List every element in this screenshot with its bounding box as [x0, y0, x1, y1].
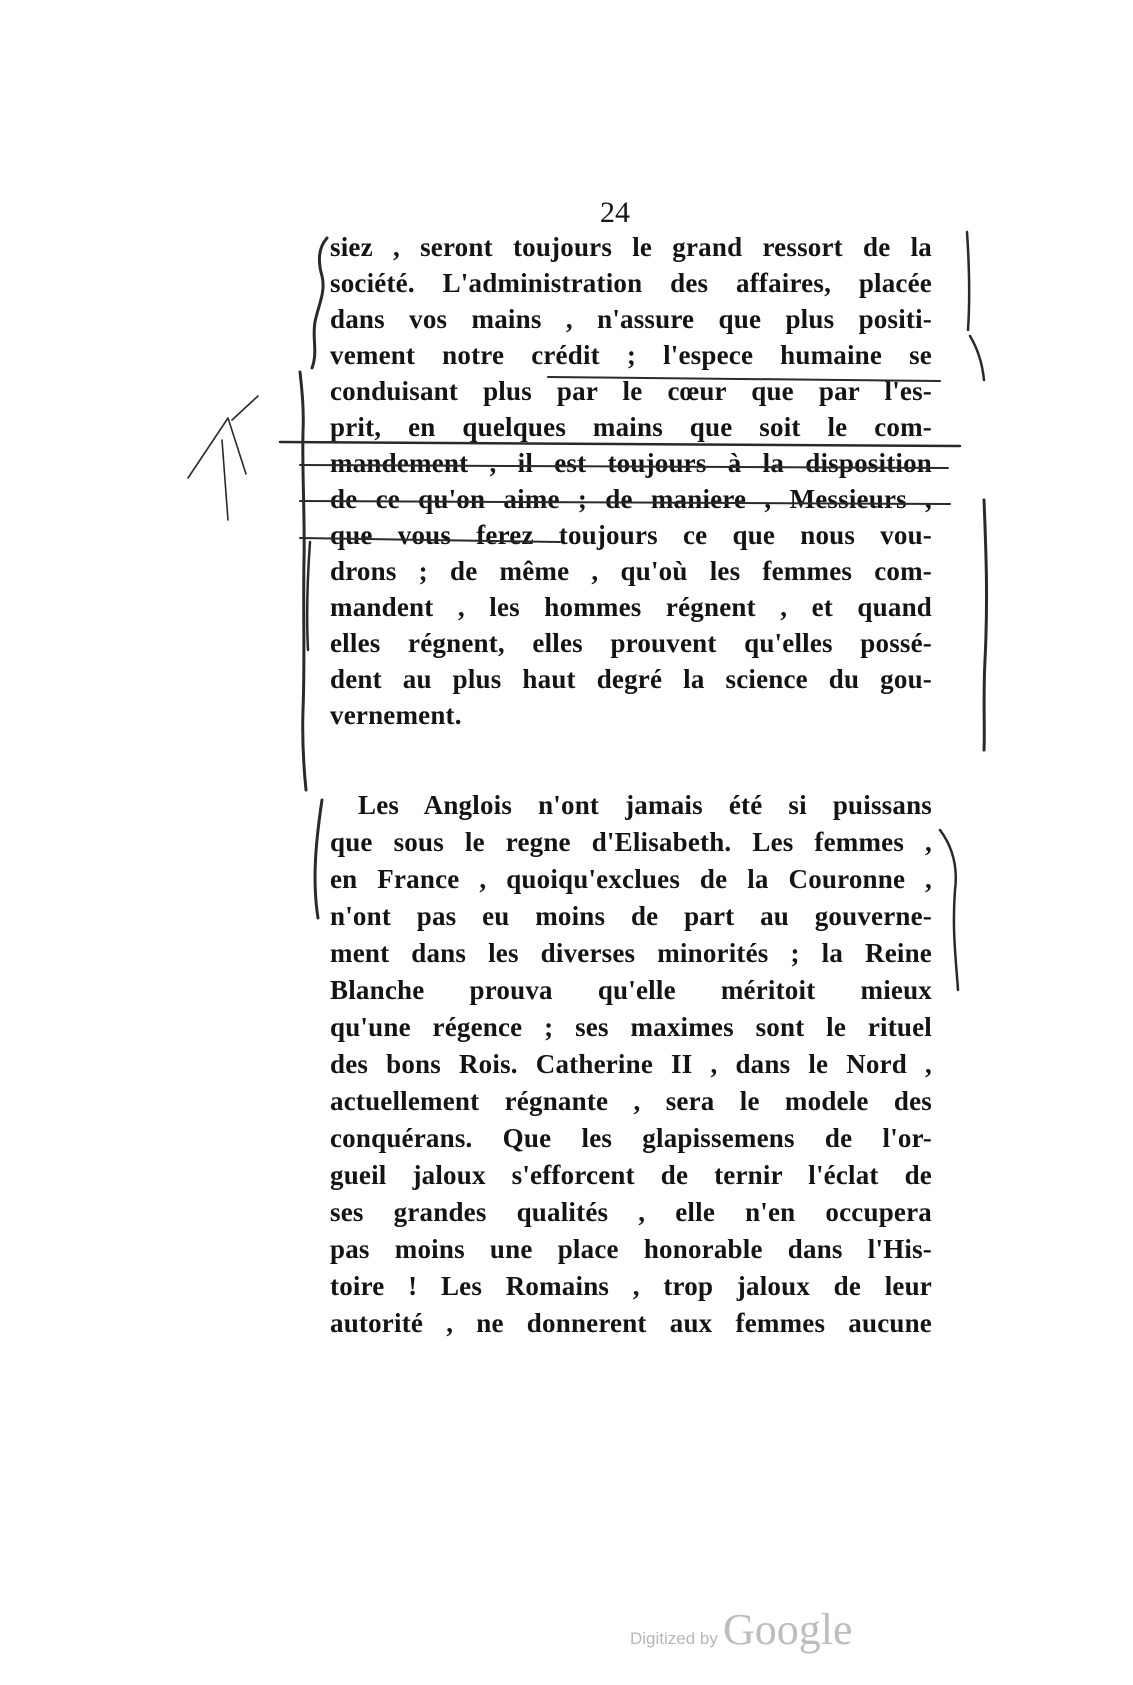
right-bracket-mark [940, 830, 958, 990]
text-line: actuellement régnante , sera le modele des [330, 1086, 932, 1116]
text-line: prit, en quelques mains que soit le com- [330, 412, 932, 442]
underline-mark [548, 377, 940, 381]
text-line: siez , seront toujours le grand ressort de la [330, 232, 932, 262]
digitized-watermark [630, 1604, 853, 1655]
text-line: mandement , il est toujours à la disposition [330, 448, 932, 478]
text-line: dent au plus haut degré la science du gou- [330, 664, 932, 694]
text-line: ment dans les diverses minorités ; la Reine [330, 938, 932, 968]
text-line: conquérans. Que les glapissemens de l'or- [330, 1123, 932, 1153]
text-line: que vous ferez toujours ce que nous vou- [330, 520, 932, 550]
text-line: gueil jaloux s'efforcent de ternir l'éclat de [330, 1160, 932, 1190]
text-line: autorité , ne donnerent aux femmes aucune [330, 1308, 932, 1338]
left-bracket-mark [312, 238, 327, 368]
text-line: toire ! Les Romains , trop jaloux de leur [330, 1271, 932, 1301]
text-line: en France , quoiqu'exclues de la Couronne , [330, 864, 932, 894]
google-logo: Google [722, 1605, 853, 1654]
page-number: 24 [600, 196, 630, 229]
right-bracket-mark [984, 500, 987, 750]
text-line: mandent , les hommes régnent , et quand [330, 592, 932, 622]
watermark-prefix: Digitized by [630, 1629, 718, 1648]
underline-mark [280, 442, 960, 446]
text-line: pas moins une place honorable dans l'His- [330, 1234, 932, 1264]
left-bracket-mark [307, 542, 310, 650]
text-line: qu'une régence ; ses maximes sont le rituel [330, 1012, 932, 1042]
text-line: ses grandes qualités , elle n'en occupera [330, 1197, 932, 1227]
underline-mark [300, 538, 560, 542]
underline-mark [300, 465, 948, 468]
text-line: vement notre crédit ; l'espece humaine se [330, 340, 932, 370]
text-line: conduisant plus par le cœur que par l'es- [330, 376, 932, 406]
text-line: drons ; de même , qu'où les femmes com- [330, 556, 932, 586]
text-line: elles régnent, elles prouvent qu'elles possé- [330, 628, 932, 658]
right-bracket-mark [970, 336, 984, 380]
arrow-sketch-icon [188, 396, 258, 520]
text-line: Les Anglois n'ont jamais été si puissans [358, 790, 932, 820]
text-line: de ce qu'on aime ; de maniere , Messieurs , [330, 484, 932, 514]
text-line: dans vos mains , n'assure que plus positi- [330, 304, 932, 334]
left-bracket-mark [315, 800, 322, 918]
underline-mark [300, 501, 950, 504]
text-line: société. L'administration des affaires, placée [330, 268, 932, 298]
right-bracket-mark [967, 232, 969, 330]
left-bracket-mark [300, 372, 306, 790]
text-line: vernement. [330, 700, 462, 730]
text-line: des bons Rois. Catherine II , dans le Nord , [330, 1049, 932, 1079]
text-line: Blanche prouva qu'elle méritoit mieux [330, 975, 932, 1005]
text-line: que sous le regne d'Elisabeth. Les femmes , [330, 827, 932, 857]
text-line: n'ont pas eu moins de part au gouverne- [330, 901, 932, 931]
